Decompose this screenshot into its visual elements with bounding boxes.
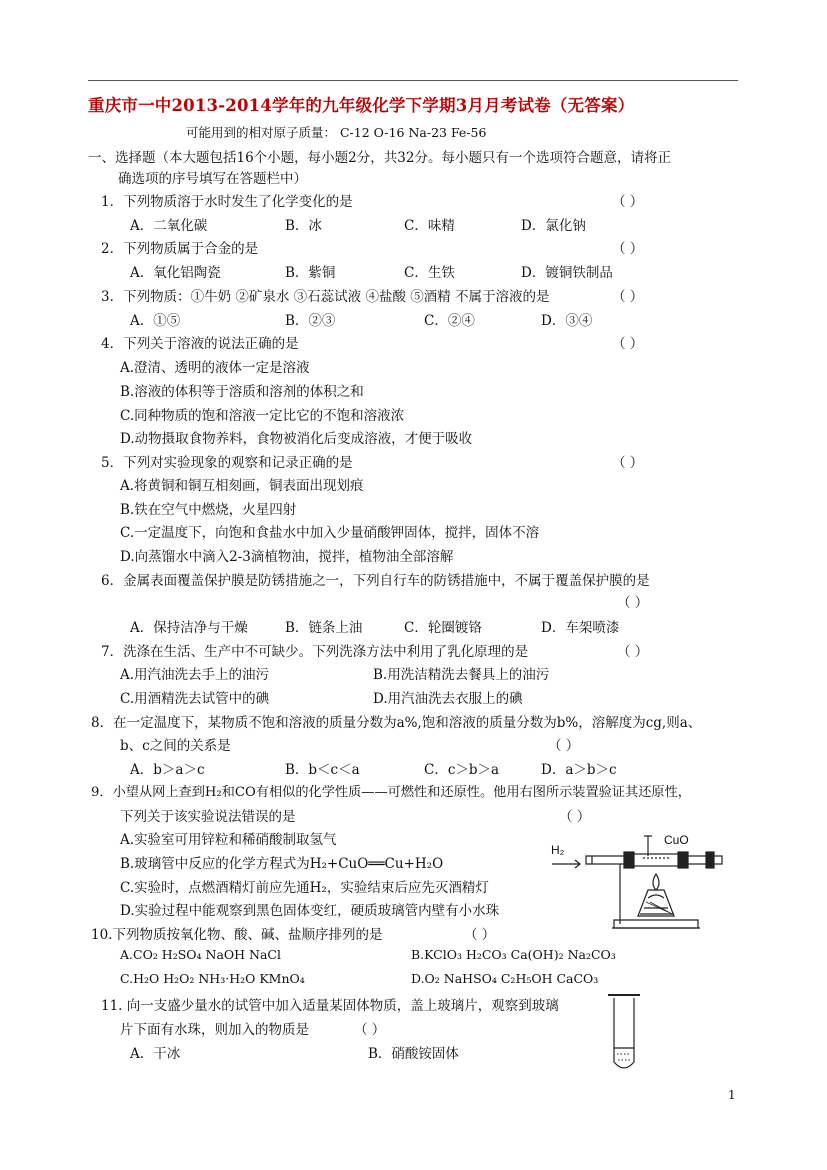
answer-blank-11[interactable]: （ ） xyxy=(354,1022,386,1038)
answer-blank-4[interactable]: （ ） xyxy=(612,336,644,352)
reduction-apparatus-figure xyxy=(548,828,738,938)
option-1b: B．冰 xyxy=(285,218,322,234)
answer-blank-9[interactable]: （ ） xyxy=(559,809,591,825)
option-2b: B．紫铜 xyxy=(285,265,336,281)
figure-h2-label: H₂ xyxy=(551,843,565,857)
option-1d: D．氯化钠 xyxy=(521,218,586,234)
option-2a: A．氧化铝陶瓷 xyxy=(130,265,221,281)
option-9d: D.实验过程中能观察到黑色固体变红，硬质玻璃管内壁有小水珠 xyxy=(120,903,500,919)
option-1a: A．二氧化碳 xyxy=(130,218,208,234)
answer-blank-3[interactable]: （ ） xyxy=(612,289,644,305)
header-rule xyxy=(88,80,738,81)
answer-blank-6[interactable]: （ ） xyxy=(617,595,649,611)
question-4-stem: 4．下列关于溶液的说法正确的是 xyxy=(101,336,299,352)
option-5a: A.将黄铜和铜互相刻画，铜表面出现划痕 xyxy=(120,478,364,494)
question-11-stem: 11. 向一支盛少量水的试管中加入适量某固体物质，盖上玻璃片，观察到玻璃 xyxy=(101,998,559,1014)
question-1-stem: 1．下列物质溶于水时发生了化学变化的是 xyxy=(101,194,353,210)
option-2d: D．镀铜铁制品 xyxy=(521,265,613,281)
question-8-stem-cont: b、c之间的关系是 xyxy=(120,738,231,754)
option-4c: C.同种物质的饱和溶液一定比它的不饱和溶液浓 xyxy=(120,408,405,424)
option-7c: C.用酒精洗去试管中的碘 xyxy=(120,691,270,707)
option-2c: C．生铁 xyxy=(404,265,455,281)
answer-blank-5[interactable]: （ ） xyxy=(612,455,644,471)
answer-blank-7[interactable]: （ ） xyxy=(617,644,649,660)
option-10d: D.O₂ NaHSO₄ C₂H₅OH CaCO₃ xyxy=(411,971,599,986)
answer-blank-1[interactable]: （ ） xyxy=(612,194,644,210)
answer-blank-10[interactable]: （ ） xyxy=(464,927,496,943)
answer-blank-2[interactable]: （ ） xyxy=(612,241,644,257)
option-10a: A.CO₂ H₂SO₄ NaOH NaCl xyxy=(120,947,281,962)
answer-blank-8[interactable]: （ ） xyxy=(548,738,580,754)
option-3a: A．①⑤ xyxy=(130,313,181,329)
option-7a: A.用汽油洗去手上的油污 xyxy=(120,667,270,683)
option-8c: C．c＞b＞a xyxy=(424,762,500,778)
option-9b: B.玻璃管中反应的化学方程式为H₂+CuO══Cu+H₂O xyxy=(120,856,444,872)
question-9-stem: 9．小望从网上查到H₂和CO有相似的化学性质——可燃性和还原性。他用右图所示装置验证其还原性， xyxy=(91,785,691,800)
option-9a: A.实验室可用锌粒和稀硝酸制取氢气 xyxy=(120,832,337,848)
question-6-stem: 6．金属表面覆盖保护膜是防锈措施之一，下列自行车的防锈措施中，不属于覆盖保护膜的是 xyxy=(101,573,650,589)
option-7d: D.用汽油洗去衣服上的碘 xyxy=(373,691,523,707)
question-8-stem: 8．在一定温度下，某物质不饱和溶液的质量分数为a%,饱和溶液的质量分数为b%，溶解度为cg,则a、 xyxy=(91,715,702,731)
test-tube-figure xyxy=(604,992,644,1074)
question-10-stem: 10.下列物质按氧化物、酸、碱、盐顺序排列的是 xyxy=(91,927,383,943)
figure-cuo-label: CuO xyxy=(664,833,689,847)
option-8d: D．a＞b＞c xyxy=(541,762,617,778)
option-1c: C．味精 xyxy=(404,218,455,234)
atomic-masses: 可能用到的相对原子质量： C-12 O-16 Na-23 Fe-56 xyxy=(186,125,487,140)
page-number: 1 xyxy=(728,1088,736,1102)
question-5-stem: 5．下列对实验现象的观察和记录正确的是 xyxy=(101,455,353,471)
option-6b: B．链条上油 xyxy=(285,620,363,636)
question-9-stem-cont: 下列关于该实验说法错误的是 xyxy=(120,809,296,825)
option-5b: B.铁在空气中燃烧，火星四射 xyxy=(120,502,297,518)
option-5c: C.一定温度下，向饱和食盐水中加入少量硝酸钾固体，搅拌，固体不溶 xyxy=(120,525,540,541)
option-4d: D.动物摄取食物养料，食物被消化后变成溶液，才便于吸收 xyxy=(120,431,473,447)
option-4b: B.溶液的体积等于溶质和溶剂的体积之和 xyxy=(120,384,364,400)
option-10b: B.KClO₃ H₂CO₃ Ca(OH)₂ Na₂CO₃ xyxy=(411,947,616,962)
page-title: 重庆市一中2013-2014学年的九年级化学下学期3月月考试卷（无答案） xyxy=(88,96,635,115)
option-11a: A．干冰 xyxy=(130,1046,181,1062)
option-6d: D．车架喷漆 xyxy=(541,620,620,636)
question-7-stem: 7．洗涤在生活、生产中不可缺少。下列洗涤方法中利用了乳化原理的是 xyxy=(101,644,529,660)
option-3c: C．②④ xyxy=(424,313,475,329)
option-8a: A．b＞a＞c xyxy=(130,762,205,778)
option-4a: A.澄清、透明的液体一定是溶液 xyxy=(120,360,310,376)
section-heading-cont: 确选项的序号填写在答题栏中） xyxy=(118,171,307,187)
option-11b: B．硝酸铵固体 xyxy=(368,1046,459,1062)
option-10c: C.H₂O H₂O₂ NH₃·H₂O KMnO₄ xyxy=(120,971,305,986)
question-2-stem: 2．下列物质属于合金的是 xyxy=(101,241,259,257)
question-11-stem-cont: 片下面有水珠，则加入的物质是 xyxy=(120,1022,309,1038)
option-7b: B.用洗洁精洗去餐具上的油污 xyxy=(373,667,550,683)
question-3-stem: 3．下列物质：①牛奶 ②矿泉水 ③石蕊试液 ④盐酸 ⑤酒精 不属于溶液的是 xyxy=(101,289,550,305)
option-9c: C.实验时，点燃酒精灯前应先通H₂，实验结束后应先灭酒精灯 xyxy=(120,880,489,896)
section-heading: 一、选择题（本大题包括16个小题，每小题2分，共32分。每小题只有一个选项符合题意，请将正 xyxy=(88,150,671,166)
option-3b: B．②③ xyxy=(285,313,336,329)
option-8b: B．b＜c＜a xyxy=(285,762,360,778)
option-5d: D.向蒸馏水中滴入2-3滴植物油，搅拌，植物油全部溶解 xyxy=(120,549,454,565)
option-3d: D．③④ xyxy=(541,313,593,329)
option-6c: C．轮圈镀铬 xyxy=(404,620,482,636)
option-6a: A．保持洁净与干燥 xyxy=(130,620,248,636)
